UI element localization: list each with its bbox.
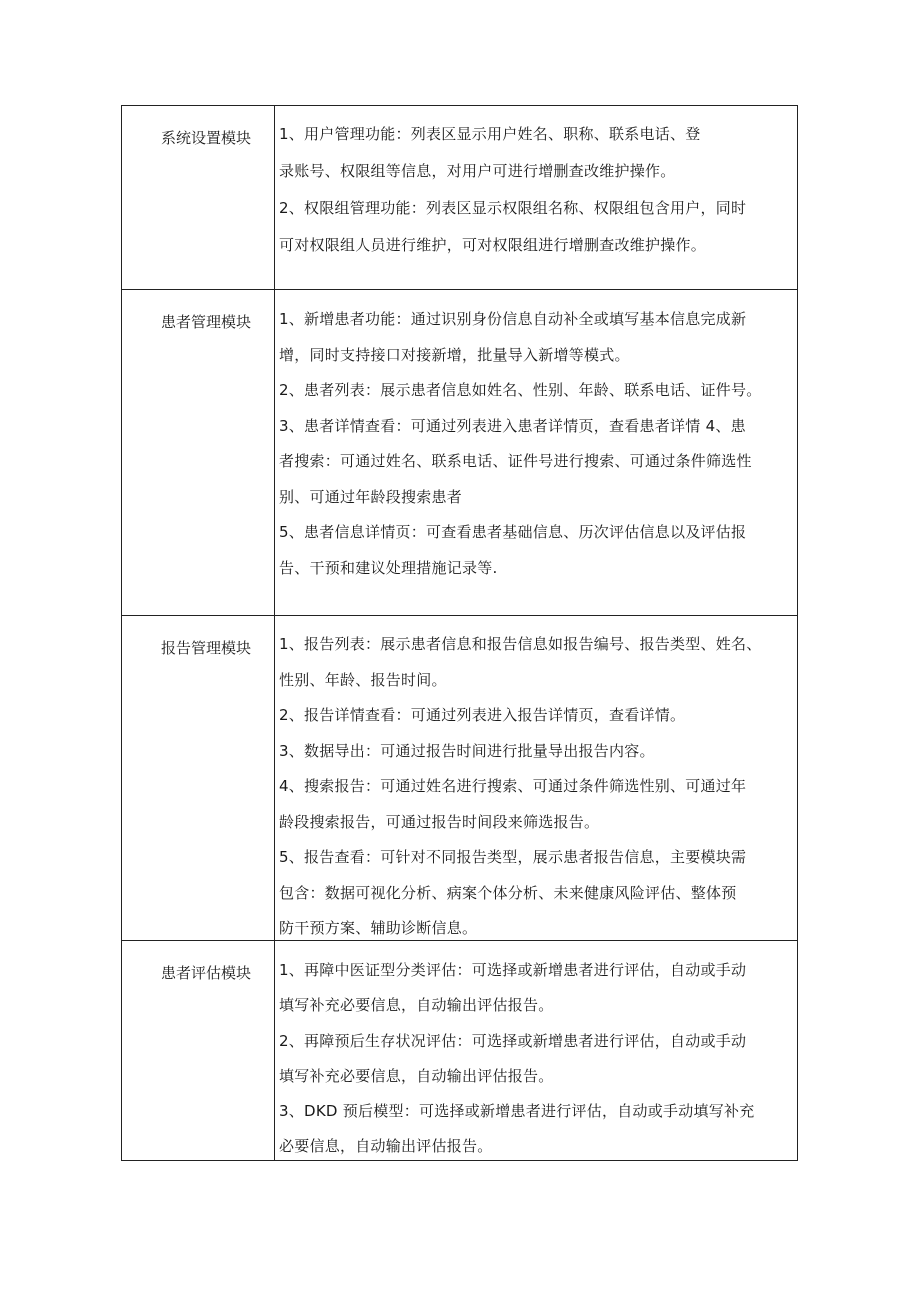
feature-item: 1、新增患者功能：通过识别身份信息自动补全或填写基本信息完成新 增，同时支持接口对接新增，批量导入新增等模式。 [279, 310, 747, 364]
feature-item: 1、再障中医证型分类评估：可选择或新增患者进行评估，自动或手动 填写补充必要信息，自动输出评估报告。 [279, 961, 747, 1015]
feature-item: 1、报告列表：展示患者信息和报告信息如报告编号、报告类型、姓名、 性别、年龄、报告时间。 [279, 635, 762, 689]
module-name-cell: 系统设置模块 [122, 106, 275, 289]
table-row-patient-management [122, 290, 797, 616]
module-description-cell [275, 106, 797, 289]
module-name-cell: 报告管理模块 [122, 616, 275, 940]
feature-item: 5、患者信息详情页：可查看患者基础信息、历次评估信息以及评估报 告、干预和建议处理措施记录等. [279, 523, 747, 577]
module-table [121, 105, 798, 1161]
module-name-cell: 患者评估模块 [122, 941, 275, 1160]
feature-item: 2、权限组管理功能：列表区显示权限组名称、权限组包含用户，同时 可对权限组人员进行维护，可对权限组进行增删查改维护操作。 [279, 199, 747, 254]
module-description-cell [275, 616, 797, 940]
feature-item: 2、报告详情查看：可通过列表进入报告详情页，查看详情。 [279, 706, 686, 724]
feature-item: 1、用户管理功能：列表区显示用户姓名、职称、联系电话、登 录账号、权限组等信息，对用户可进行增删查改维护操作。 [279, 125, 701, 180]
feature-item: 5、报告查看：可针对不同报告类型，展示患者报告信息，主要模块需 包含：数据可视化分析、病案个体分析、未来健康风险评估、整体预 防干预方案、辅助诊断信息。 [279, 848, 747, 937]
feature-item: 3、患者详情查看：可通过列表进入患者详情页，查看患者详情 4、患 者搜索：可通过姓名、联系电话、证件号进行搜索、可通过条件筛选性 别、可通过年龄段搜索患者 [279, 416, 752, 506]
table-row-report-management [122, 616, 797, 941]
feature-item: 2、患者列表：展示患者信息如姓名、性别、年龄、联系电话、证件号。 [279, 381, 762, 399]
module-name-cell: 患者管理模块 [122, 290, 275, 615]
feature-item: 2、再障预后生存状况评估：可选择或新增患者进行评估，自动或手动 填写补充必要信息，自动输出评估报告。 [279, 1031, 747, 1085]
module-description-cell [275, 941, 797, 1160]
module-description-cell [275, 290, 797, 615]
table-row-patient-assessment [122, 941, 797, 1160]
feature-item: 4、搜索报告：可通过姓名进行搜索、可通过条件筛选性别、可通过年 龄段搜索报告，可通过报告时间段来筛选报告。 [279, 777, 747, 831]
feature-item: 3、数据导出：可通过报告时间进行批量导出报告内容。 [279, 741, 655, 760]
feature-item: 3、DKD 预后模型：可选择或新增患者进行评估，自动或手动填写补充 必要信息，自动输出评估报告。 [279, 1102, 755, 1156]
table-row-system-settings [122, 106, 797, 290]
